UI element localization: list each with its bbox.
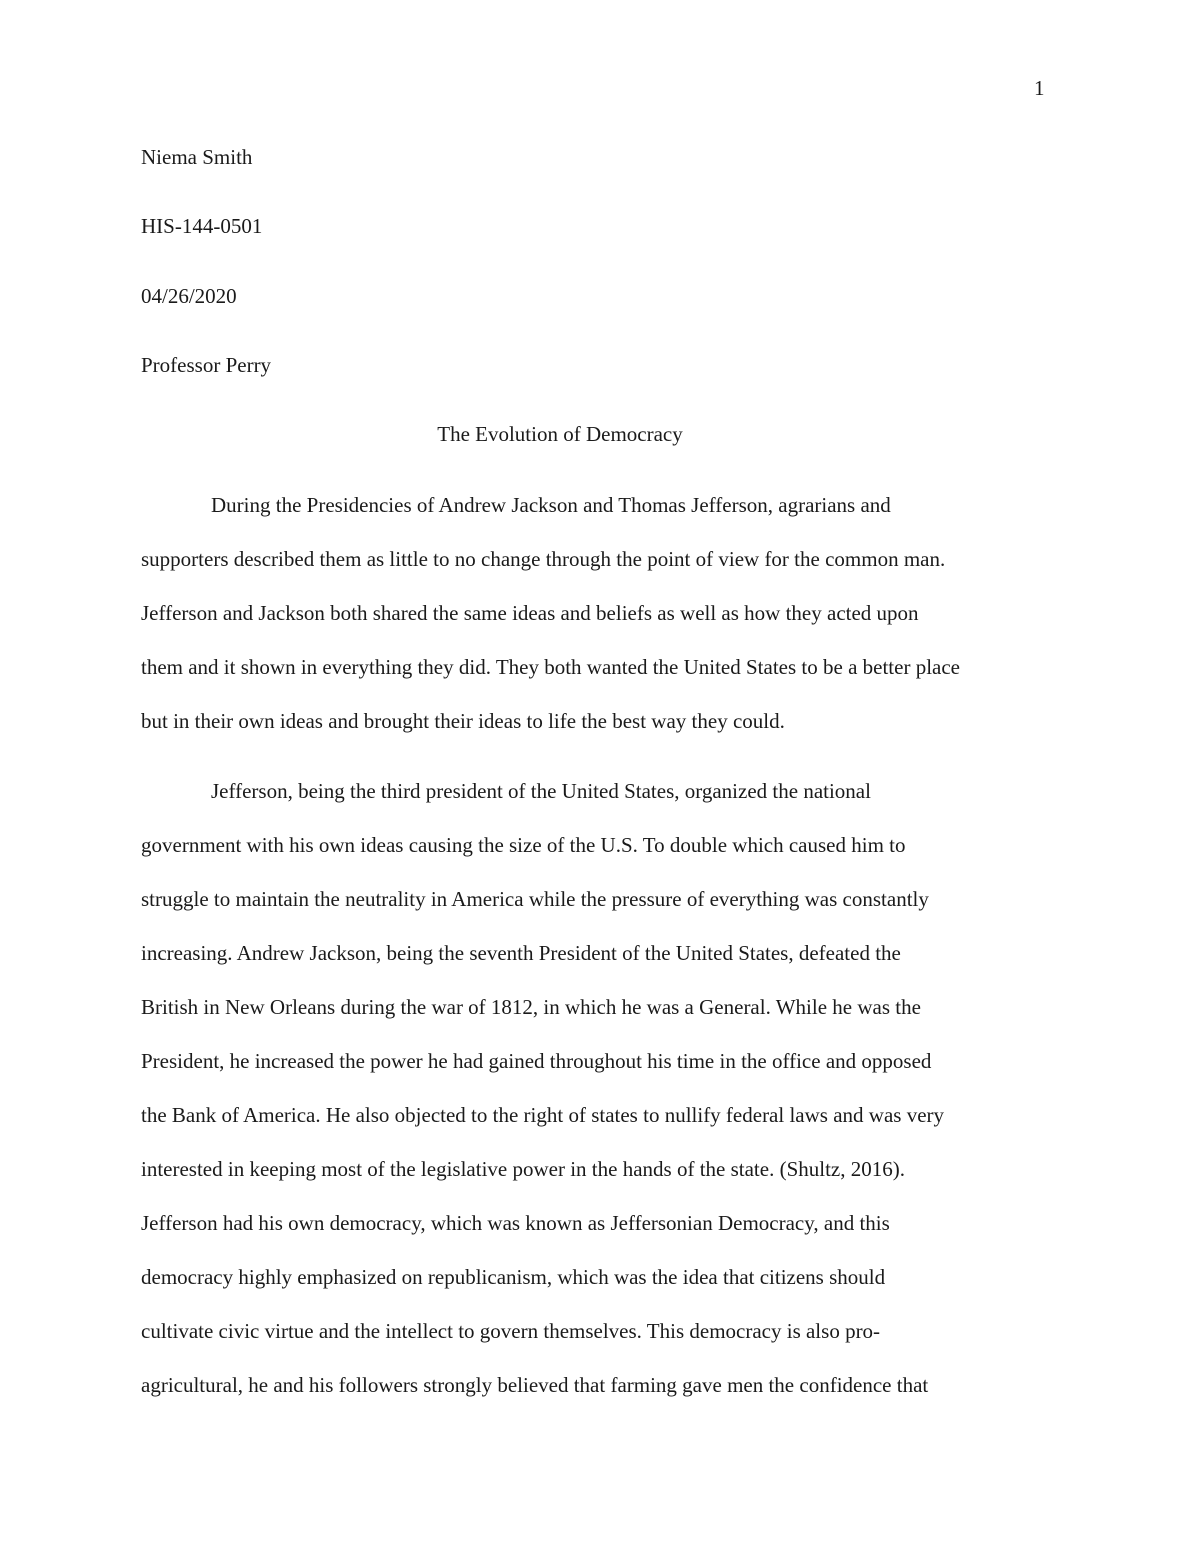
body-line: President, he increased the power he had gained throughout his time in the office and opposed bbox=[141, 1049, 932, 1073]
body-line: democracy highly emphasized on republicanism, which was the idea that citizens should bbox=[141, 1265, 886, 1289]
body-line: them and it shown in everything they did. They both wanted the United States to be a better place bbox=[141, 655, 960, 679]
assignment-date: 04/26/2020 bbox=[141, 284, 237, 308]
essay-body bbox=[141, 0, 1071, 1553]
body-line: British in New Orleans during the war of 1812, in which he was a General. While he was the bbox=[141, 995, 921, 1019]
course-code: HIS-144-0501 bbox=[141, 214, 263, 238]
body-line: Jefferson, being the third president of the United States, organized the national bbox=[211, 779, 871, 803]
body-line: struggle to maintain the neutrality in America while the pressure of everything was constantly bbox=[141, 887, 929, 911]
body-line: cultivate civic virtue and the intellect to govern themselves. This democracy is also pro- bbox=[141, 1319, 881, 1343]
page-number: 1 bbox=[1034, 76, 1045, 100]
body-line: interested in keeping most of the legislative power in the hands of the state. (Shultz, 2016). bbox=[141, 1157, 905, 1181]
body-line: During the Presidencies of Andrew Jackson and Thomas Jefferson, agrarians and bbox=[211, 493, 891, 517]
body-line: supporters described them as little to no change through the point of view for the common man. bbox=[141, 547, 946, 571]
body-line: government with his own ideas causing the size of the U.S. To double which caused him to bbox=[141, 833, 906, 857]
professor-name: Professor Perry bbox=[141, 353, 272, 377]
body-line: Jefferson had his own democracy, which was known as Jeffersonian Democracy, and this bbox=[141, 1211, 890, 1235]
body-line: agricultural, he and his followers strongly believed that farming gave men the confidence that bbox=[141, 1373, 929, 1397]
body-line: Jefferson and Jackson both shared the same ideas and beliefs as well as how they acted upon bbox=[141, 601, 919, 625]
student-name: Niema Smith bbox=[141, 145, 253, 169]
essay-title: The Evolution of Democracy bbox=[437, 422, 683, 446]
body-line: increasing. Andrew Jackson, being the seventh President of the United States, defeated the bbox=[141, 941, 901, 965]
body-line: but in their own ideas and brought their ideas to life the best way they could. bbox=[141, 709, 785, 733]
body-line: the Bank of America. He also objected to the right of states to nullify federal laws and was very bbox=[141, 1103, 945, 1127]
